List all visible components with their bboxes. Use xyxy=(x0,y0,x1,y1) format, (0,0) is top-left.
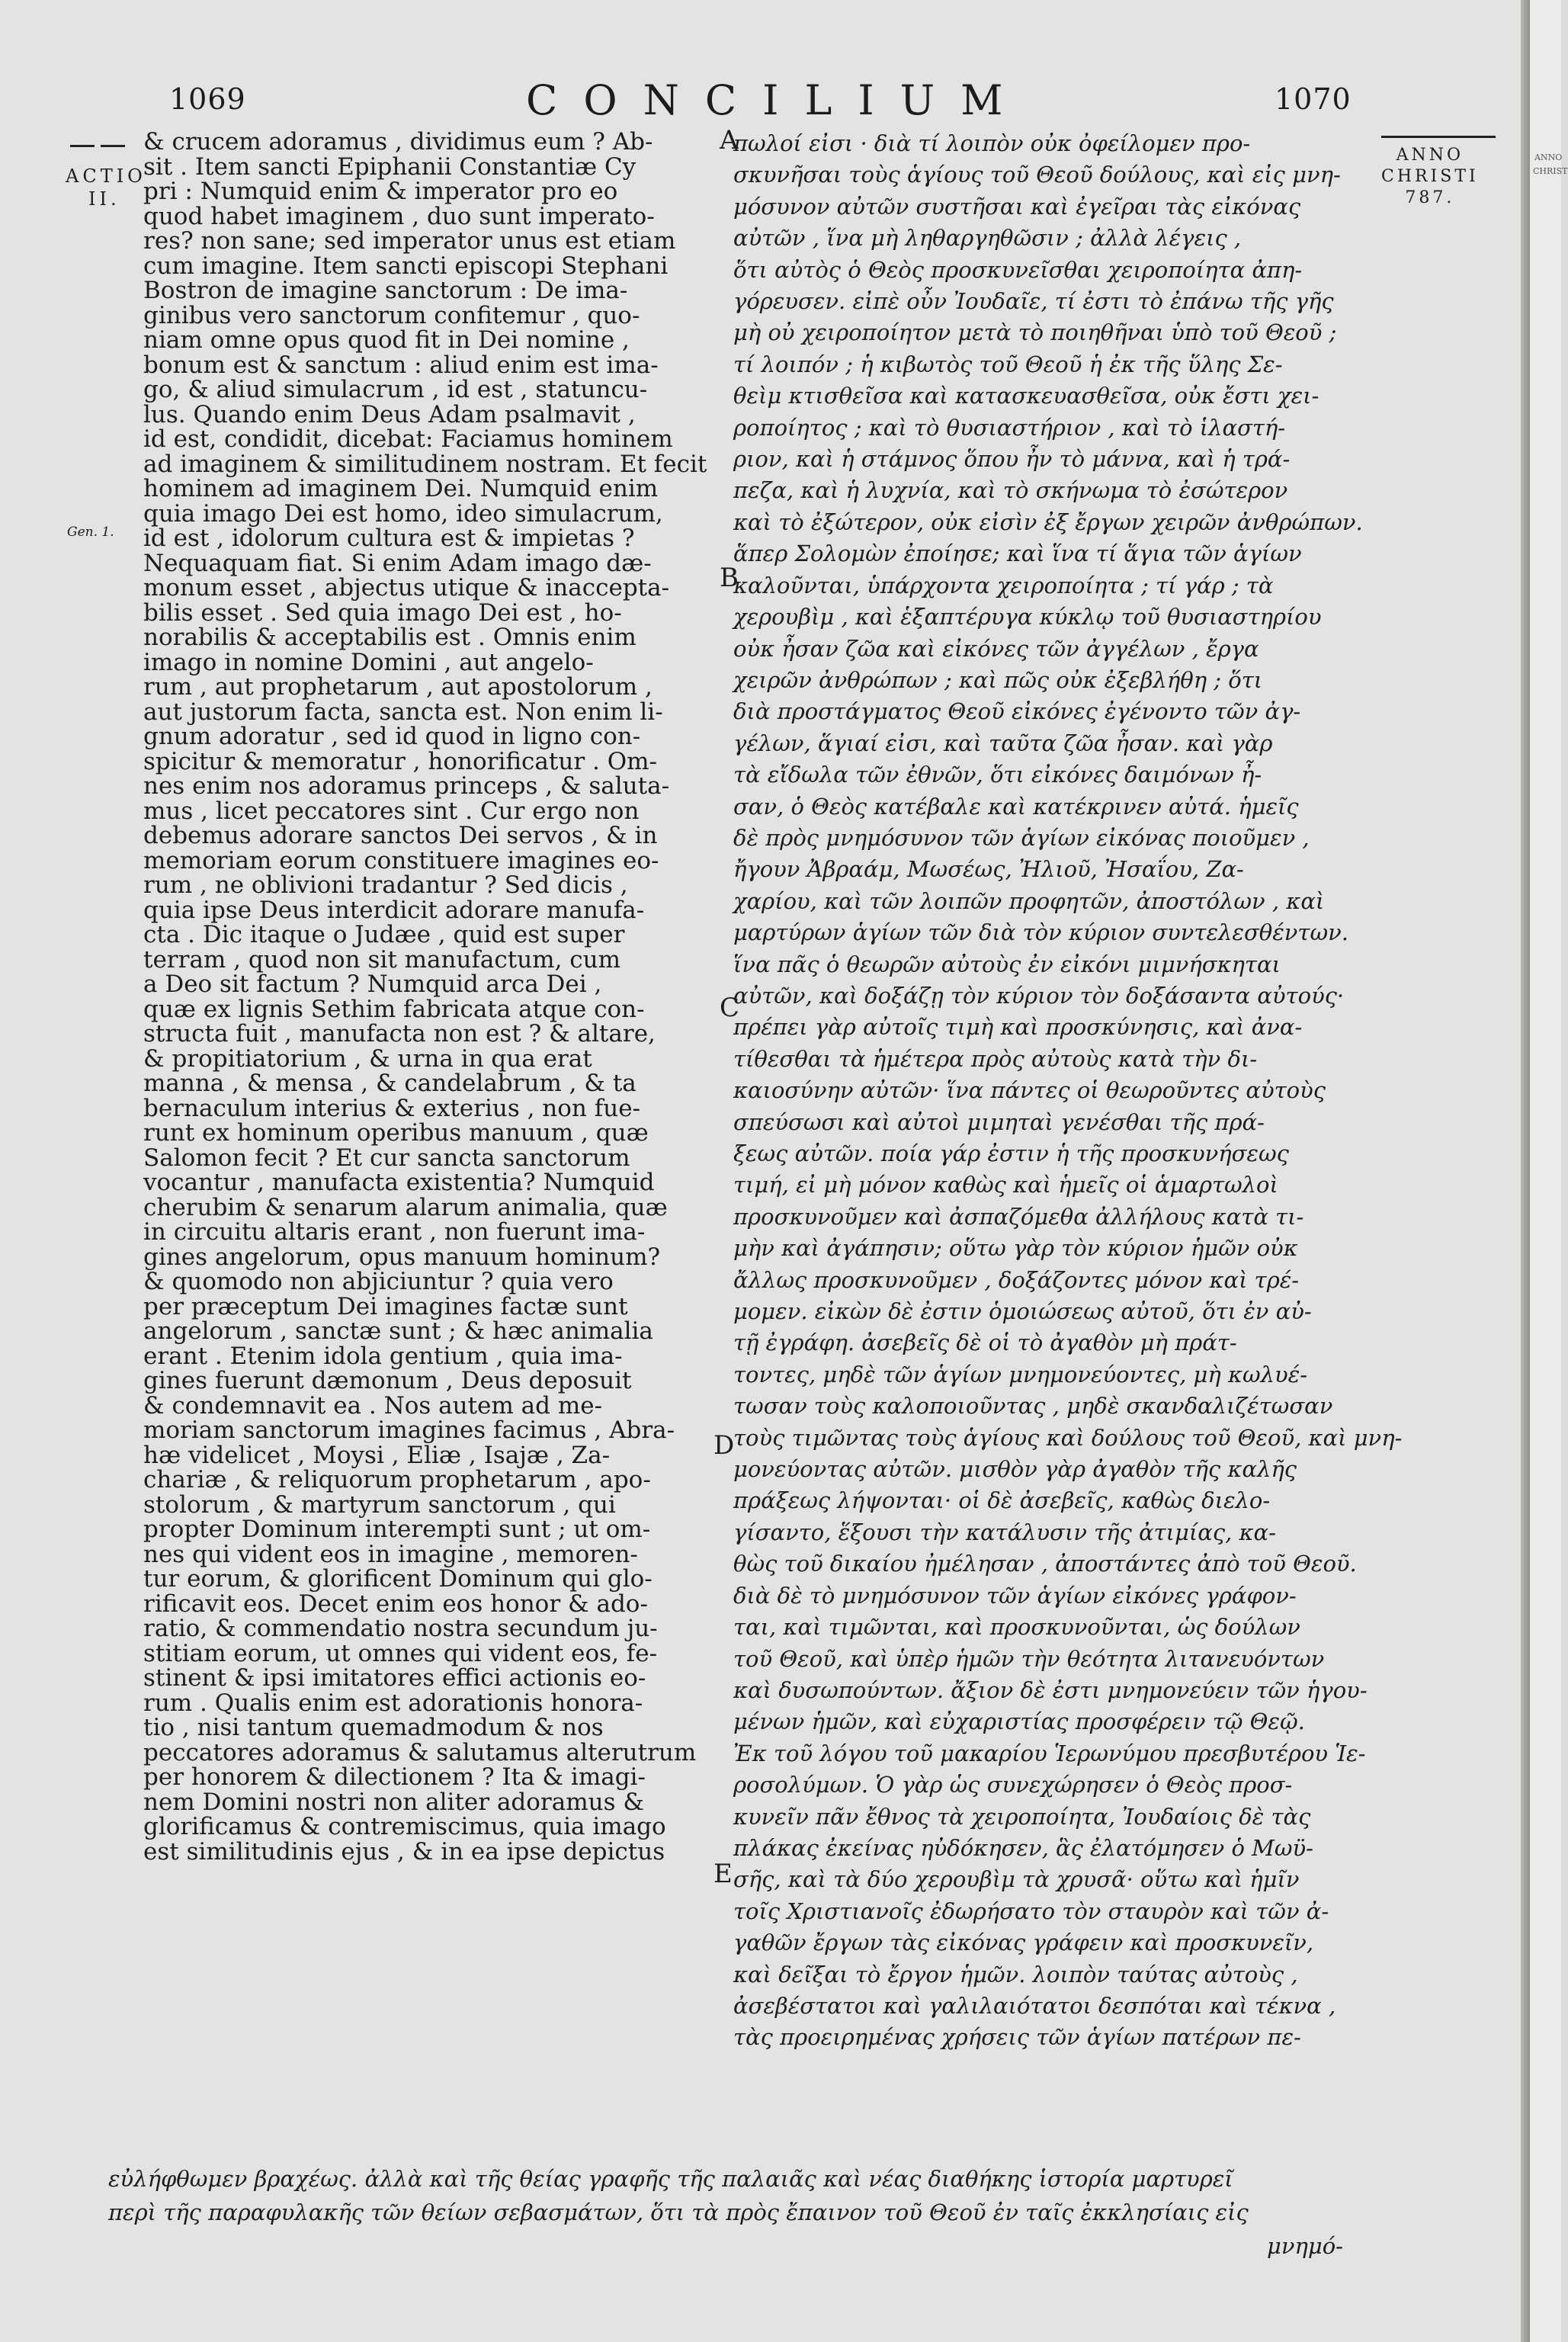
latin-line: debemus adorare sanctos Dei servos , & in xyxy=(143,822,658,849)
bottom-line: περὶ τῆς παραφυλακῆς τῶν θείων σεβασμάτων, ὅτι τὰ πρὸς ἔπαινον τοῦ Θεοῦ ἐν ταῖς ἐκκλησίαις εἰς xyxy=(108,2199,1249,2225)
latin-line: niam omne opus quod fit in Dei nomine , xyxy=(143,326,630,354)
greek-line: τοῖς Χριστιανοῖς ἐδωρήσατο τὸν σταυρὸν καὶ τῶν ἀ- xyxy=(733,1898,1329,1924)
latin-line: manna , & mensa , & candelabrum , & ta xyxy=(143,1070,636,1097)
greek-line: χερουβὶμ , καὶ ἑξαπτέρυγα κύκλῳ τοῦ θυσιαστηρίου xyxy=(733,604,1322,630)
greek-line: μόσυνον αὐτῶν συστῆσαι καὶ ἐγεῖραι τὰς εἰκόνας xyxy=(733,193,1301,220)
latin-line: angelorum , sanctæ sunt ; & hæc animalia xyxy=(143,1317,653,1345)
greek-line: σῆς, καὶ τὰ δύο χερουβὶμ τὰ χρυσᾶ· οὕτω καὶ ἡμῖν xyxy=(733,1866,1300,1893)
latin-line: moriam sanctorum imagines facimus , Abra- xyxy=(143,1416,675,1444)
latin-line: norabilis & acceptabilis est . Omnis enim xyxy=(143,624,636,651)
margin-anno xyxy=(1381,145,1479,209)
latin-line: tio , nisi tantum quemadmodum & nos xyxy=(143,1714,604,1741)
latin-line: gines fuerunt dæmonum , Deus deposuit xyxy=(143,1367,632,1394)
latin-line: hominem ad imaginem Dei. Numquid enim xyxy=(143,475,659,502)
greek-line: τῇ ἐγράφη. ἀσεβεῖς δὲ οἱ τὸ ἀγαθὸν μὴ πράτ- xyxy=(733,1330,1237,1356)
latin-line: structa fuit , manufacta non est ? & altare, xyxy=(143,1020,656,1047)
latin-line: in circuitu altaris erant , non fuerunt ima- xyxy=(143,1218,646,1246)
latin-line: per honorem & dilectionem ? Ita & imagi- xyxy=(143,1763,646,1791)
greek-line: ται, καὶ τιμῶνται, καὶ προσκυνοῦνται, ὡς δούλων xyxy=(733,1614,1300,1641)
greek-line: αὐτῶν , ἵνα μὴ ληθαργηθῶσιν ; ἀλλὰ λέγεις , xyxy=(733,225,1242,252)
latin-line: aut justorum facta, sancta est. Non enim li- xyxy=(143,698,663,726)
latin-line: cherubim & senarum alarum animalia, quæ xyxy=(143,1193,668,1221)
latin-line: spicitur & memoratur , honorificatur . Om- xyxy=(143,747,657,775)
margin-note-genesis: Gen. 1. xyxy=(67,525,114,540)
greek-line: προσκυνοῦμεν καὶ ἀσπαζόμεθα ἀλλήλους κατὰ τι- xyxy=(733,1203,1304,1230)
latin-line: rum , aut prophetarum , aut apostolorum , xyxy=(143,673,653,701)
latin-line: runt ex hominum operibus manuum , quæ xyxy=(143,1119,649,1147)
latin-line: nem Domini nostri non aliter adoramus & xyxy=(143,1788,644,1816)
greek-line: αὐτῶν, καὶ δοξάζῃ τὸν κύριον τὸν δοξάσαντα αὐτούς· xyxy=(733,982,1345,1009)
latin-line: bonum est & sanctum : aliud enim est ima- xyxy=(143,351,659,379)
latin-line: quia imago Dei est homo, ideo simulacrum, xyxy=(143,499,663,528)
latin-line: mus , licet peccatores sint . Cur ergo non xyxy=(143,797,640,825)
margin-rule-left-2 xyxy=(101,145,125,147)
latin-line: rificavit eos. Decet enim eos honor & ado- xyxy=(143,1590,648,1618)
greek-line: ὅτι αὐτὸς ὁ Θεὸς προσκυνεῖσθαι χειροποίητα ἀπη- xyxy=(733,256,1303,283)
greek-line: ἄλλως προσκυνοῦμεν , δοξάζοντες μόνον καὶ τρέ- xyxy=(733,1266,1300,1293)
facing-page-edge xyxy=(1530,0,1568,2342)
margin-rule-left-1 xyxy=(70,145,95,147)
section-marker-a: A xyxy=(720,125,739,156)
greek-line: σαν, ὁ Θεὸς κατέβαλε καὶ κατέκρινεν αὐτά. ἡμεῖς xyxy=(733,793,1299,820)
greek-line: τὰς προειρημένας χρήσεις τῶν ἁγίων πατέρων πε- xyxy=(733,2024,1301,2051)
latin-line: id est , idolorum cultura est & impietas ? xyxy=(143,525,635,552)
greek-line: γόρευσεν. εἰπὲ οὖν Ἰουδαῖε, τί ἐστι τὸ ἐπάνω τῆς γῆς xyxy=(733,288,1334,315)
greek-line: τοντες, μηδὲ τῶν ἁγίων μνημονεύοντες, μὴ κωλυέ- xyxy=(733,1361,1308,1388)
latin-line: quod habet imaginem , duo sunt imperato- xyxy=(143,202,655,230)
greek-line: κυνεῖν πᾶν ἔθνος τὰ χειροποίητα, Ἰουδαίοις δὲ τὰς xyxy=(733,1803,1311,1830)
greek-line: γαθῶν ἔργων τὰς εἰκόνας γράφειν καὶ προσκυνεῖν, xyxy=(733,1930,1314,1956)
greek-line: ἅπερ Σολομὼν ἐποίησε; καὶ ἵνα τί ἅγια τῶν ἁγίων xyxy=(733,541,1302,567)
greek-line: χαρίου, καὶ τῶν λοιπῶν προφητῶν, ἀποστόλων , καὶ xyxy=(733,887,1325,914)
greek-line: τοὺς τιμῶντας τοὺς ἁγίους καὶ δούλους τοῦ Θεοῦ, καὶ μνη- xyxy=(733,1424,1403,1451)
latin-line: & condemnavit ea . Nos autem ad me- xyxy=(143,1391,603,1420)
latin-line: gines angelorum, opus manuum hominum? xyxy=(143,1243,661,1271)
latin-line: stinent & ipsi imitatores effici actionis eo- xyxy=(143,1664,646,1692)
facing-page-anno-fragment: ANNO xyxy=(1534,152,1563,162)
greek-line: καὶ τὸ ἐξώτερον, οὐκ εἰσὶν ἐξ ἔργων χειρῶν ἀνθρώπων. xyxy=(733,509,1363,535)
facing-page-christi-fragment: CHRIST xyxy=(1533,166,1568,176)
greek-line: καιοσύνην αὐτῶν· ἵνα πάντες οἱ θεωροῦντες αὐτοὺς xyxy=(733,1077,1326,1104)
latin-line: memoriam eorum constituere imagines eo- xyxy=(143,846,659,874)
greek-line: τωσαν τοὺς καλοποιοῦντας , μηδὲ σκανδαλιζέτωσαν xyxy=(733,1393,1333,1420)
latin-line: hæ videlicet , Moysi , Eliæ , Isajæ , Za- xyxy=(143,1441,611,1469)
latin-line: tur eorum, & glorificent Dominum qui glo- xyxy=(143,1565,653,1593)
latin-line: cta . Dic itaque o Judæe , quid est super xyxy=(143,921,625,948)
latin-line: nes qui vident eos in imagine , memoren- xyxy=(143,1540,638,1568)
latin-line: vocantur , manufacta existentia? Numquid xyxy=(143,1169,655,1196)
page-number-right: 1070 xyxy=(1275,82,1352,116)
greek-line: μομεν. εἰκὼν δὲ ἐστιν ὁμοιώσεως αὐτοῦ, ὅτι ἐν αὐ- xyxy=(733,1298,1312,1325)
greek-line: τί λοιπόν ; ἡ κιβωτὸς τοῦ Θεοῦ ἡ ἐκ τῆς ὕλης Σε- xyxy=(733,351,1283,377)
latin-line: cum imagine. Item sancti episcopi Stephani xyxy=(143,252,669,280)
greek-line: καὶ δεῖξαι τὸ ἔργον ἡμῶν. λοιπὸν ταύτας αὐτοὺς , xyxy=(733,1961,1298,1987)
greek-line: μὴν καὶ ἀγάπησιν; οὕτω γὰρ τὸν κύριον ἡμῶν οὐκ xyxy=(733,1235,1298,1262)
greek-line: πρέπει γὰρ αὐτοῖς τιμὴ καὶ προσκύνησις, καὶ ἀνα- xyxy=(733,1014,1303,1041)
section-marker-b: B xyxy=(720,563,739,593)
latin-line: Salomon fecit ? Et cur sancta sanctorum xyxy=(143,1144,630,1172)
latin-line: sit . Item sancti Epiphanii Constantiæ Cy xyxy=(143,152,636,181)
greek-line: ἵνα πᾶς ὁ θεωρῶν αὐτοὺς ἐν εἰκόνι μιμνήσκηται xyxy=(733,951,1281,977)
latin-line: terram , quod non sit manufactum, cum xyxy=(143,945,621,974)
latin-line: gnum adoratur , sed id quod in ligno con- xyxy=(143,723,641,750)
greek-line: χειρῶν ἀνθρώπων ; καὶ πῶς οὐκ ἐξεβλήθη ; ὅτι xyxy=(733,666,1263,693)
book-gutter xyxy=(1521,0,1530,2342)
latin-line: ad imaginem & similitudinem nostram. Et fecit xyxy=(143,450,707,478)
latin-line: glorificamus & contremiscimus, quia imago xyxy=(143,1813,666,1840)
latin-line: go, & aliud simulacrum , id est , statuncu- xyxy=(143,376,648,403)
greek-line: καὶ δυσωπούντων. ἄξιον δὲ ἐστι μνημονεύειν τῶν ἡγου- xyxy=(733,1676,1368,1703)
latin-line: stitiam eorum, ut omnes qui vident eos, fe- xyxy=(143,1639,658,1667)
greek-line: τὰ εἴδωλα τῶν ἐθνῶν, ὅτι εἰκόνες δαιμόνων ἦ- xyxy=(733,762,1262,788)
latin-line: bilis esset . Sed quia imago Dei est , ho- xyxy=(143,598,622,627)
greek-line: καλοῦνται, ὑπάρχοντα χειροποίητα ; τί γάρ ; τὰ xyxy=(733,572,1274,598)
greek-line: ριον, καὶ ἡ στάμνος ὅπου ἦν τὸ μάννα, καὶ ἡ τρά- xyxy=(733,446,1291,473)
latin-line: nes enim nos adoramus princeps , & saluta- xyxy=(143,772,670,800)
greek-line: τίθεσθαι τὰ ἡμέτερα πρὸς αὐτοὺς κατὰ τὴν δι- xyxy=(733,1045,1258,1072)
latin-line: imago in nomine Domini , aut angelo- xyxy=(143,648,594,676)
greek-line: πωλοί εἰσι · διὰ τί λοιπὸν οὐκ ὀφείλομεν προ- xyxy=(733,130,1251,156)
latin-line: quia ipse Deus interdicit adorare manufa- xyxy=(143,896,645,924)
greek-line: σκυνῆσαι τοὺς ἁγίους τοῦ Θεοῦ δούλους, καὶ εἰς μνη- xyxy=(733,162,1341,188)
latin-line: Bostron de imagine sanctorum : De ima- xyxy=(143,277,628,304)
latin-line: peccatores adoramus & salutamus alterutrum xyxy=(143,1738,697,1766)
latin-line: lus. Quando enim Deus Adam psalmavit , xyxy=(143,400,636,428)
greek-line: τιμή, εἰ μὴ μόνον καθὼς καὶ ἡμεῖς οἱ ἁμαρτωλοὶ xyxy=(733,1172,1278,1198)
greek-line: γέλων, ἅγιαί εἰσι, καὶ ταῦτα ζῶα ἦσαν. καὶ γὰρ xyxy=(733,730,1273,756)
greek-line: ροσολύμων. Ὁ γὰρ ὡς συνεχώρησεν ὁ Θεὸς προσ- xyxy=(733,1772,1293,1798)
margin-acta xyxy=(66,165,146,210)
greek-line: ροποίητος ; καὶ τὸ θυσιαστήριον , καὶ τὸ ἱλαστή- xyxy=(733,414,1286,441)
latin-line: ginibus vero sanctorum confitemur , quo- xyxy=(143,301,640,329)
greek-line: πλάκας ἐκείνας ηὐδόκησεν, ἃς ἐλατόμησεν ὁ Μωϋ- xyxy=(733,1834,1313,1861)
latin-line: ratio, & commendatio nostra secundum ju- xyxy=(143,1615,658,1642)
latin-line: rum , ne oblivioni tradantur ? Sed dicis , xyxy=(143,871,628,899)
greek-line: δὲ πρὸς μνημόσυνον τῶν ἁγίων εἰκόνας ποιοῦμεν , xyxy=(733,824,1310,851)
greek-line: μονεύοντας αὐτῶν. μισθὸν γὰρ ἀγαθὸν τῆς καλῆς xyxy=(733,1456,1297,1483)
latin-line: & propitiatorium , & urna in qua erat xyxy=(143,1044,592,1073)
greek-line: ξεως αὐτῶν. ποία γάρ ἐστιν ἡ τῆς προσκυνήσεως xyxy=(733,1141,1289,1166)
anno-year: 787. xyxy=(1405,188,1455,207)
acta-number: II. xyxy=(88,188,120,210)
section-marker-d: D xyxy=(713,1430,735,1461)
latin-line: monum esset , abjectus utique & inaccepta- xyxy=(143,574,670,602)
latin-line: chariæ , & reliquorum prophetarum , apo- xyxy=(143,1466,651,1493)
page-number-left: 1069 xyxy=(169,82,246,116)
greek-line: θὼς τοῦ δικαίου ἠμέλησαν , ἀποστάντες ἀπὸ τοῦ Θεοῦ. xyxy=(733,1551,1357,1577)
acta-label: ACTIO xyxy=(66,165,146,187)
bottom-greek-lines xyxy=(108,2162,1358,2263)
latin-line: Nequaquam fiat. Si enim Adam imago dæ- xyxy=(143,549,652,577)
latin-line: & quomodo non abjiciuntur ? quia vero xyxy=(143,1268,614,1295)
greek-line: διὰ δὲ τὸ μνημόσυνον τῶν ἁγίων εἰκόνες γράφον- xyxy=(733,1582,1297,1609)
section-marker-c: C xyxy=(720,993,740,1023)
latin-line: rum . Qualis enim est adorationis honora- xyxy=(143,1689,643,1717)
greek-line: οὐκ ἦσαν ζῶα καὶ εἰκόνες τῶν ἀγγέλων , ἔργα xyxy=(733,635,1259,662)
greek-line: μαρτύρων ἁγίων τῶν διὰ τὸν κύριον συντελεσθέντων. xyxy=(733,919,1348,946)
page-title: CONCILIUM xyxy=(526,76,1029,124)
christi-label: CHRISTI xyxy=(1381,167,1479,186)
margin-rule-right xyxy=(1381,136,1496,138)
latin-line: propter Dominum interempti sunt ; ut om- xyxy=(143,1516,651,1543)
latin-line: quæ ex lignis Sethim fabricata atque con- xyxy=(143,995,645,1023)
latin-line: & crucem adoramus , dividimus eum ? Ab- xyxy=(143,128,653,156)
greek-line: ἀσεβέστατοι καὶ γαλιλαιότατοι δεσπόται καὶ τέκνα , xyxy=(733,1992,1336,2019)
latin-line: erant . Etenim idola gentium , quia ima- xyxy=(143,1342,623,1370)
bottom-line: εὐλήφθωμεν βραχέως. ἀλλὰ καὶ τῆς θείας γραφῆς τῆς παλαιᾶς καὶ νέας διαθήκης ἱστορία μαρτυρεῖ xyxy=(108,2166,1233,2192)
latin-column xyxy=(143,130,723,1864)
greek-line: ἤγουν Ἀβραάμ, Μωσέως, Ἠλιοῦ, Ἠσαΐου, Ζα- xyxy=(733,856,1244,883)
greek-line: μένων ἡμῶν, καὶ εὐχαριστίας προσφέρειν τῷ Θεῷ. xyxy=(733,1708,1305,1735)
greek-line: γίσαντο, ἕξουσι τὴν κατάλυσιν τῆς ἀτιμίας, κα- xyxy=(733,1519,1276,1545)
bottom-line: μνημό- xyxy=(1267,2233,1343,2259)
latin-line: res? non sane; sed imperator unus est etiam xyxy=(143,227,676,255)
greek-column xyxy=(733,128,1403,2054)
greek-line: τοῦ Θεοῦ, καὶ ὑπὲρ ἡμῶν τὴν θεότητα λιτανευόντων xyxy=(733,1645,1325,1672)
greek-line: θεὶμ κτισθεῖσα καὶ κατασκευασθεῖσα, οὐκ ἔστι χει- xyxy=(733,383,1319,409)
greek-line: πεζα, καὶ ἡ λυχνία, καὶ τὸ σκήνωμα τὸ ἐσώτερον xyxy=(733,477,1288,504)
latin-line: stolorum , & martyrum sanctorum , qui xyxy=(143,1490,616,1519)
greek-line: μὴ οὐ χειροποίητον μετὰ τὸ ποιηθῆναι ὑπὸ τοῦ Θεοῦ ; xyxy=(733,319,1337,346)
greek-line: πράξεως λήψονται· οἱ δὲ ἀσεβεῖς, καθὼς διελο- xyxy=(733,1487,1271,1514)
greek-line: σπεύσωσι καὶ αὐτοὶ μιμηταὶ γενέσθαι τῆς πρά- xyxy=(733,1108,1265,1135)
anno-label: ANNO xyxy=(1396,146,1464,165)
latin-line: pri : Numquid enim & imperator pro eo xyxy=(143,178,618,205)
section-marker-e: E xyxy=(713,1859,733,1889)
greek-line: διὰ προστάγματος Θεοῦ εἰκόνες ἐγένοντο τῶν ἀγ- xyxy=(733,698,1301,725)
latin-line: id est, condidit, dicebat: Faciamus hominem xyxy=(143,425,673,453)
latin-line: a Deo sit factum ? Numquid arca Dei , xyxy=(143,970,602,998)
latin-line: bernaculum interius & exterius , non fue- xyxy=(143,1094,641,1122)
greek-line: Ἐκ τοῦ λόγου τοῦ μακαρίου Ἱερωνύμου πρεσβυτέρου Ἱε- xyxy=(733,1740,1366,1766)
latin-line: est similitudinis ejus , & in ea ipse depictus xyxy=(143,1837,665,1866)
latin-line: per præceptum Dei imagines factæ sunt xyxy=(143,1292,628,1320)
